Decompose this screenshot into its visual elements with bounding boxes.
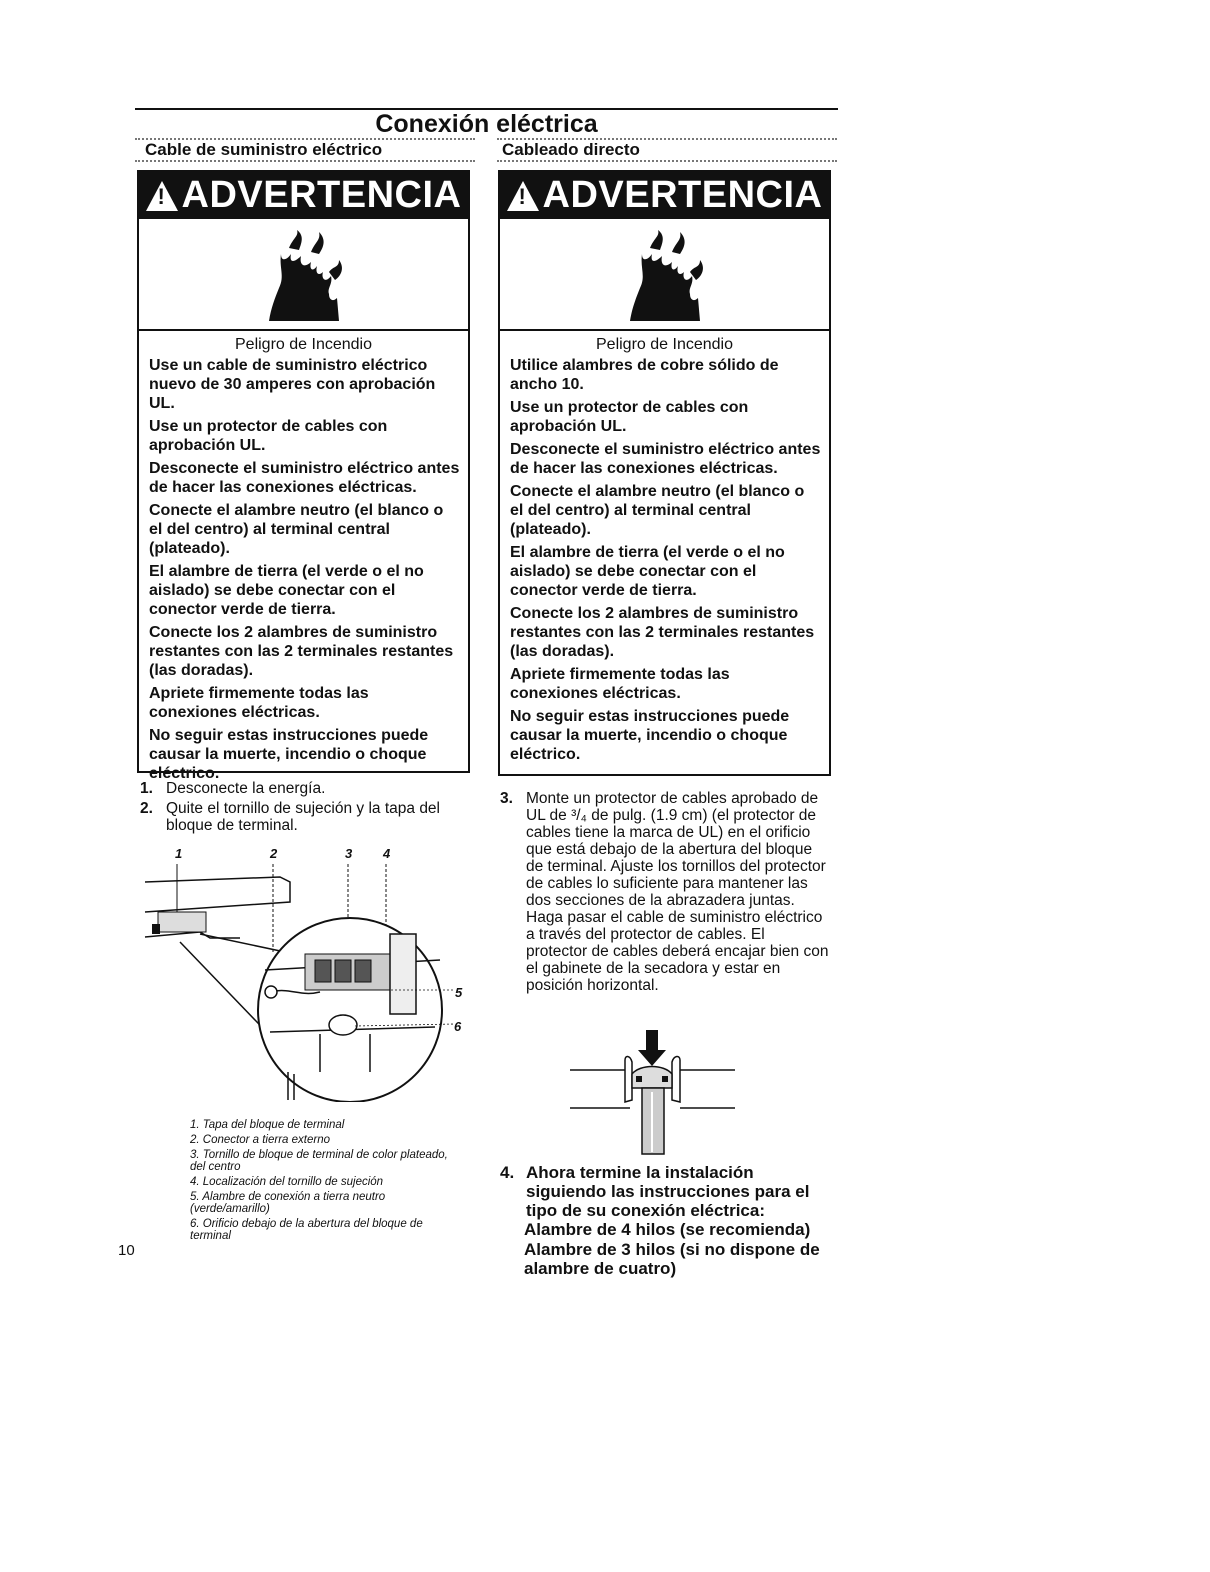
warning-item: Use un cable de suministro eléctrico nuevo de 30 amperes con aprobación UL. <box>149 357 436 412</box>
legend-item: 4. Localización del tornillo de sujeción <box>190 1176 384 1188</box>
callout-6: 6 <box>454 1019 462 1034</box>
page-number: 10 <box>118 1242 135 1259</box>
warning-banner-text: ADVERTENCIA <box>542 174 823 216</box>
right-warning-box <box>498 170 831 776</box>
wiring-option-4-wire: Alambre de 4 hilos (se recomienda) <box>524 1220 811 1239</box>
step-text: Ahora termine la instalación siguiendo las instrucciones para el tipo de su conexión eléctrica: <box>526 1163 810 1220</box>
terminal-block-figure <box>140 842 470 1102</box>
step-text: Quite el tornillo de sujeción y la tapa del bloque de terminal. <box>166 800 440 834</box>
warning-item: No seguir estas instrucciones puede causar la muerte, incendio o choque eléctrico. <box>510 708 790 763</box>
hazard-title: Peligro de Incendio <box>235 336 372 353</box>
warning-triangle-icon <box>146 181 178 211</box>
warning-item: Conecte los 2 alambres de suministro restantes con las 2 terminales restantes (las doradas). <box>149 624 454 679</box>
fire-hazard-area <box>139 219 468 331</box>
legend-item: 6. Orificio debajo de la abertura del bloque de terminal <box>190 1218 423 1242</box>
legend-item: 5. Alambre de conexión a tierra neutro (verde/amarillo) <box>190 1191 386 1215</box>
left-warning-box <box>137 170 470 782</box>
warning-item: Use un protector de cables con aprobación UL. <box>510 399 749 435</box>
fire-hazard-icon <box>620 228 710 323</box>
hazard-title: Peligro de Incendio <box>596 336 733 353</box>
step-number: 3. <box>500 790 513 807</box>
warning-triangle-icon <box>507 181 539 211</box>
warning-item: Conecte el alambre neutro (el blanco o el del centro) al terminal central (plateado). <box>510 483 805 538</box>
warning-banner-text: ADVERTENCIA <box>181 174 462 216</box>
warning-banner <box>500 172 829 219</box>
terminal-block-drawing <box>140 842 470 1102</box>
step-number: 1. <box>140 780 153 797</box>
figure-legend <box>190 1119 465 1245</box>
warning-item: Desconecte el suministro eléctrico antes de hacer las conexiones eléctricas. <box>510 441 821 477</box>
warning-item: No seguir estas instrucciones puede causar la muerte, incendio o choque eléctrico. <box>149 727 429 782</box>
step-3 <box>500 790 830 994</box>
fire-hazard-icon <box>259 228 349 323</box>
step-number: 4. <box>500 1163 515 1182</box>
left-dotted-rule-2 <box>135 160 475 162</box>
legend-item: 1. Tapa del bloque de terminal <box>190 1119 345 1131</box>
warning-item: Apriete firmemente todas las conexiones eléctricas. <box>149 685 369 721</box>
warning-item: Use un protector de cables con aprobación UL. <box>149 418 388 454</box>
warning-item: Utilice alambres de cobre sólido de ancho 10. <box>510 357 779 393</box>
legend-item: 2. Conector a tierra externo <box>190 1134 330 1146</box>
step-text: Monte un protector de cables aprobado de UL de ³/₄ de pulg. (1.9 cm) (el protector de cables tiene la marca de UL) en el orificio que está debajo de la abertura del bloque de terminal. Ajuste los tornillos del protector de cables lo suficiente para mantener las dos secciones de la abrazadera juntas. Haga pasar el cable de suministro eléctrico a través del protector de cables. El protector de cables deberá encajar bien con el gabinete de la secadora y estar en posición horizontal. <box>526 790 829 994</box>
callout-1: 1 <box>175 846 183 861</box>
step-2 <box>140 800 460 834</box>
step-text: Desconecte la energía. <box>166 780 326 797</box>
callout-3: 3 <box>345 846 353 861</box>
wiring-option-3-wire: Alambre de 3 hilos (si no dispone de alambre de cuatro) <box>524 1240 820 1278</box>
warning-item: Conecte los 2 alambres de suministro restantes con las 2 terminales restantes (las doradas). <box>510 605 815 660</box>
warning-banner <box>139 172 468 219</box>
fire-hazard-area <box>500 219 829 331</box>
warning-item: El alambre de tierra (el verde o el no aislado) se debe conectar con el conector verde de tierra. <box>149 563 424 618</box>
warning-item: Conecte el alambre neutro (el blanco o el del centro) al terminal central (plateado). <box>149 502 444 557</box>
step-1 <box>140 780 460 797</box>
warning-item: Desconecte el suministro eléctrico antes de hacer las conexiones eléctricas. <box>149 460 460 496</box>
callout-5: 5 <box>455 985 463 1000</box>
strain-relief-figure <box>570 1030 735 1155</box>
callout-4: 4 <box>383 846 391 861</box>
step-4 <box>500 1163 832 1220</box>
right-dotted-rule-2 <box>497 160 837 162</box>
warning-item: El alambre de tierra (el verde o el no aislado) se debe conectar con el conector verde de tierra. <box>510 544 785 599</box>
left-section-title: Cable de suministro eléctrico <box>145 140 383 159</box>
callout-2: 2 <box>270 846 278 861</box>
page-title: Conexión eléctrica <box>375 110 598 138</box>
warning-item: Apriete firmemente todas las conexiones eléctricas. <box>510 666 730 702</box>
legend-item: 3. Tornillo de bloque de terminal de color plateado, del centro <box>190 1149 448 1173</box>
step-number: 2. <box>140 800 153 817</box>
right-section-title: Cableado directo <box>502 140 640 159</box>
